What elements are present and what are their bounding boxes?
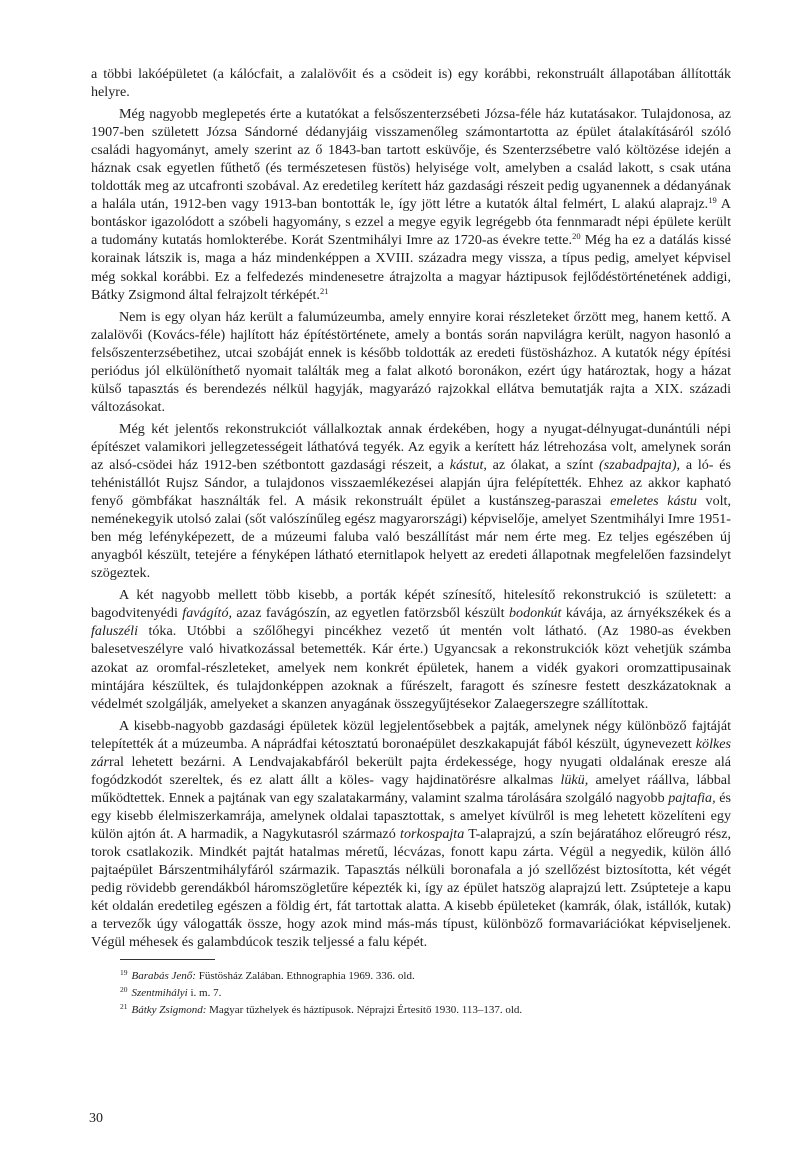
footnote-reference: 21 — [319, 285, 329, 296]
text-run: és egy kisebb élelmiszerkamrája, amelynek oldalai tapasztottak, s amelyet kívülről is meg lehetett közelíteni egy külön ajtón át. A harmadik, a Nagykutasról származó — [91, 789, 731, 842]
text-run: a többi lakóépületet (a kálócfait, a zalalövőit és a csödeit is) egy korábbi, rekonstruált állapotában állították helyre. — [91, 66, 731, 101]
text-run: kávája, az árnyékszékek és a — [561, 605, 731, 622]
text-run: Nem is egy olyan ház került a falumúzeumba, amely ennyire korai részleteket őrzött meg, hanem kettő. A zalalövői (Kovács-féle) hajlított ház építéstörténete, amely a bontás során napvilágra került, nagyon hasonló a felsőszenterzsébetihez, utcai szobáját ennek is később toldották az eredeti füstösházhoz. A kutatók négy építési periódus jól elkülöníthető nyomait találták meg a falat alkotó boronákon, ezért úgy határoztak, hogy a házat külső tapasztás és berendezés nélkül hagyják, magyarázó rajzokkal ellátva bemutatják rajta a XIX. századi változásokat. — [91, 308, 731, 415]
paragraph — [91, 420, 731, 582]
footnote — [91, 985, 731, 1002]
footnote-number: 20 — [120, 985, 128, 995]
footnote-number: 19 — [120, 968, 128, 978]
italic-term: kölkes zár — [91, 735, 731, 770]
footnote-author: Szentmihályi — [131, 987, 188, 1000]
footnote-reference: 19 — [708, 195, 717, 206]
paragraph — [91, 65, 731, 101]
footnote — [91, 1002, 731, 1019]
footnote-separator — [120, 959, 215, 960]
text-run: T-alaprajzú, a szín bejáratához előreugró rész, torok csatlakozik. Mindkét pajtát hatalmas méretű, lécvázas, fonott kapu zárta. Végül a negyedik, külön álló pajtaépület Bárszentmihályfáról származik. Tapasztás nélküli boronafala a jó szellőzést biztosította, két végét pedig rövidebb gerendákból háromszögletűre képezték ki, így az épület hatszög alaprajzú lett. Zsúpteteje a kapu két oldalán eredetileg egészen a földig ért, fát tartottak alatta. A kisebb épületeket (kamrák, ólak, istállók, kutak) a tervezők úgy válogatták össze, hogy azok mind más-más típust, különböző formavariációkat képviseljenek. Végül méhesek és galambdúcok teszik teljessé a falu képét. — [91, 825, 731, 951]
page — [91, 65, 731, 1019]
text-run: az ólakat, a színt — [486, 456, 600, 473]
text-run: Még ha ez a datálás kissé korainak látszik is, maga a ház mindenképpen a XVIII. századra megy vissza, a típus pedig, amelyet képvisel még sokkal korábbi. Ez a felfedezés mindenesetre átrajzolta a magyar háztipusok fejlődéstörténetének addigi, Bátky Zsigmond által felrajzolt térképét. — [91, 232, 731, 303]
footnotes — [91, 968, 731, 1019]
italic-term: kástut, — [449, 456, 487, 473]
paragraph — [91, 308, 731, 416]
italic-term: bodonkút — [508, 605, 562, 622]
italic-term: faluszéli — [91, 623, 138, 640]
paragraph — [91, 105, 731, 304]
italic-term: lükü, — [560, 771, 589, 788]
body-text — [91, 65, 731, 951]
text-run: a ló- és tehénistállót Rujsz Sándor, a tulajdonos visszaemlékezései alapján újra felépítették. Ehhez az akkor kapható fenyő gömbfákat használták fel. A másik rekonstruált épület a kustánszeg-paraszai — [91, 456, 731, 510]
italic-term: favágító, — [182, 605, 233, 622]
text-run: tóka. Utóbbi a szőlőhegyi pincékhez vezető út mentén volt látható. (Az 1980-as években balesetveszélyre való hivatkozással betemették. Kár érte.) Ugyancsak a rekonstrukciók közt vehetjük számba azokat az oromfal-részleteket, amelyek nem konkrét épületek, hanem a vidék gyakori oromzattipusainak mintájára készültek, és tulajdonképpen azoknak a fűrészelt, faragott és színesre festett deszkázatoknak a védelmét szolgálják, amelyeket a skanzen anyagának összegyűjtésekor Zalaegerszegre szállítottak. — [91, 623, 731, 712]
italic-term: torkospajta — [400, 825, 465, 842]
paragraph — [91, 586, 731, 712]
text-run: A bontáskor igazolódott a szóbeli hagyomány, s ezzel a megye egyik legrégebb óta fennmaradt népi épülete került a tudomány kutatás homlokterébe. Korát Szentmihályi Imre az 1720-as évekre tette. — [91, 196, 731, 249]
footnote — [91, 968, 731, 985]
footnote-text: i. m. 7. — [187, 987, 222, 1000]
text-run: A két nagyobb mellett több kisebb, a porták képét színesítő, hitelesítő rekonstrukció is született: a bagodvitenyédi — [91, 587, 731, 622]
text-run: Még nagyobb meglepetés érte a kutatókat a felsőszenterzsébeti Józsa-féle ház kutatásakor. Tulajdonosa, az 1907-ben született Józsa Sándorné dédanyjáig visszamenőleg számontartotta az épület átalakításáról szóló családi hagyományt, amely szerint az ő 1843-ban tartott esküvője, és Szenterzsébetre való költözése idején a háznak csak egyetlen fűthető (és természetesen füstös) helyisége volt, amelyben a család lakott, s csak utána toldották meg az utcafronti szobával. Az eredetileg kerített ház gazdasági részeit pedig ugyanennek a dédanyának a halála után, 1912-ben vagy 1913-ban bontották le, így jött létre a kutatók által felmért, L alakú alaprajz. — [91, 106, 731, 213]
text-run: amelyet ráállva, lábbal működtettek. Ennek a pajtának van egy szalatakarmány, valamint szalma tárolására szolgáló nagyobb — [91, 771, 731, 806]
footnote-text: Füstösház Zalában. Ethnographia 1969. 336. old. — [195, 970, 415, 983]
footnote-text: Magyar tűzhelyek és háztípusok. Néprajzi Értesítő 1930. 113–137. old. — [206, 1004, 523, 1017]
text-run: volt, neménekegyik utolsó zalai (sőt valószínűleg egész magyarországi) képviselője, amelyet Szentmihályi Imre 1951-ben még lefényképezett, de a múzeumi faluba való beszállítást már nem érte meg. Ez teljes egészében új anyagból készült, tetejére a fényképen látható eternitlapok helyett az eredeti állapotnak megfelelően fazsindelyt szögeztek. — [91, 493, 731, 582]
footnote-author: Bátky Zsigmond: — [131, 1004, 207, 1017]
text-run: A kisebb-nagyobb gazdasági épületek közül legjelentősebbek a pajták, amelynek négy különböző fajtáját telepítették át a múzeumba. A náprádfai kétosztatú boronaépület deszkakapuját fából készült, úgynevezett — [91, 717, 731, 752]
italic-term: emeletes kástu — [610, 493, 697, 510]
text-run: Még két jelentős rekonstrukciót vállalkoztak annak érdekében, hogy a nyugat-délnyugat-dunántúli népi építészet valamikori jellegzetességeit láthatóvá tegyék. Az egyik a kerített ház létrehozása volt, amelynek során az alsó-csödei ház 1912-ben szétbontott gazdasági részeit, a — [91, 420, 731, 473]
page-number: 30 — [89, 1111, 103, 1126]
text-run: ral lehetett bezárni. A Lendvajakabfáról bekerült pajta érdekessége, hogy nyugati oldalának eresze alá fogódzkodót szereltek, és ez alatt állt a köles- vagy hajdinatörésre alkalmas — [91, 753, 731, 788]
italic-term: pajtafia, — [668, 789, 716, 806]
paragraph — [91, 717, 731, 952]
italic-term: (szabadpajta), — [599, 456, 681, 473]
footnote-reference: 20 — [572, 231, 581, 242]
footnote-number: 21 — [120, 1002, 128, 1012]
text-run: azaz favágószín, az egyetlen fatörzsből készült — [232, 605, 509, 622]
footnote-author: Barabás Jenő: — [131, 970, 196, 983]
